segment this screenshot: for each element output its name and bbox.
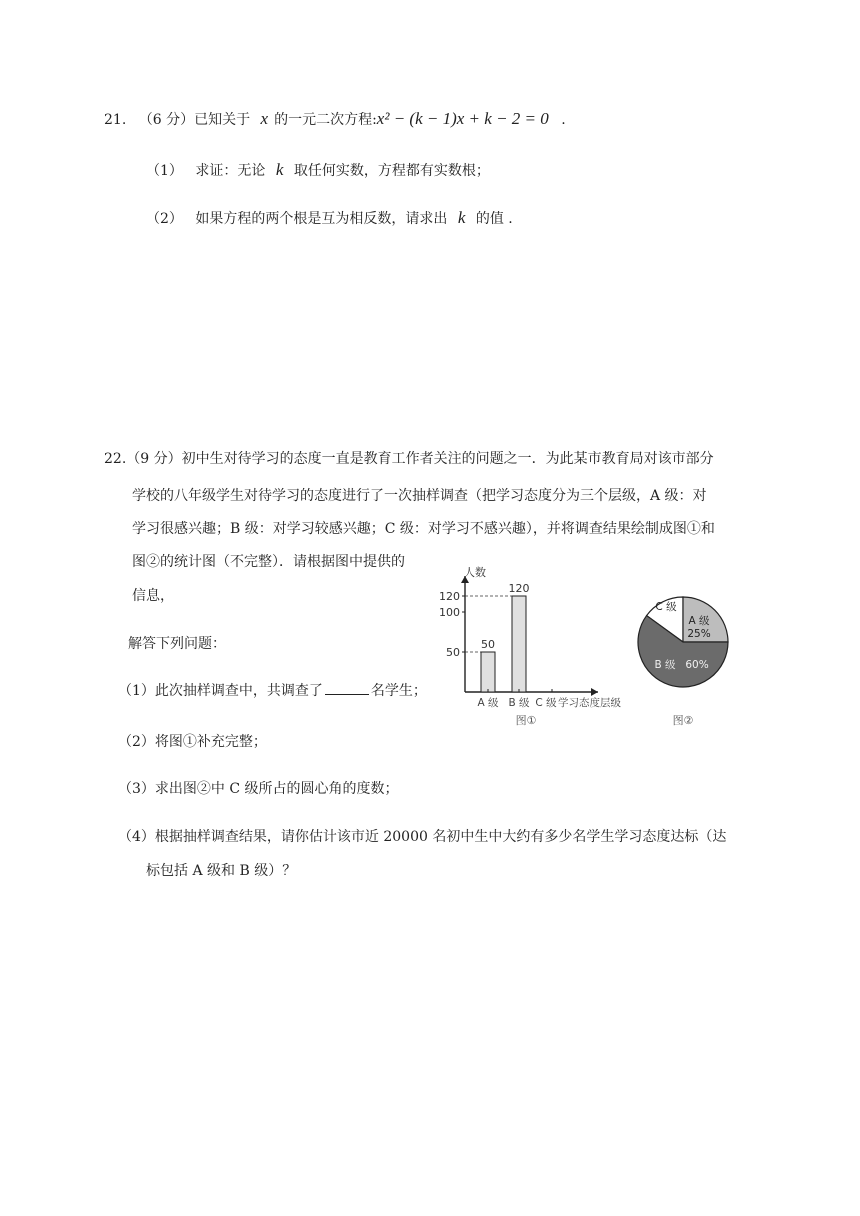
q22-number: 22. (104, 451, 127, 467)
q22-text-line-6: 解答下列问题： (128, 636, 226, 652)
bar (512, 596, 526, 692)
q21-var-x: x (260, 109, 269, 128)
q22-text-line-5: 信息， (132, 588, 174, 604)
q21-part-1-text-after: 取任何实数，方程都有实数根； (293, 163, 490, 179)
q22-question-3 (118, 778, 399, 798)
x-tick-label: C 级 (535, 697, 557, 709)
pie-slice-label: B 级 (654, 659, 676, 671)
q21-intro: 已知关于 (194, 112, 251, 128)
q22-question-1-after: 名学生； (370, 683, 427, 699)
bar (481, 652, 495, 692)
q21-header (104, 109, 566, 129)
q22-question-1-before: 此次抽样调查中，共调查了 (154, 683, 323, 699)
q22-question-4-text: 根据抽样调查结果，请你估计该市近 20000 名初中生中大约有多少名学生学习态度达标（达 (154, 829, 727, 845)
x-axis-arrow (591, 688, 598, 696)
pie-slice-label: 25% (687, 628, 711, 640)
q21-score: （6 分） (138, 112, 195, 128)
q22-text-line-3: 学习很感兴趣；B 级：对学习较感兴趣；C 级：对学习不感兴趣），并将调查结果绘制成图①和 (132, 521, 715, 537)
q22-line-1 (104, 448, 714, 468)
q21-part-1-text-before: 求证：无论 (195, 163, 266, 179)
pie-slice-value: 60% (685, 659, 709, 671)
bar-value-label: 120 (508, 582, 530, 595)
q21-part-1-var: k (275, 160, 284, 179)
q22-text-line-4: 图②的统计图（不完整）．请根据图中提供的 (132, 554, 405, 570)
q21-period: . (561, 112, 566, 128)
q22-text-line-1: 初中生对待学习的态度一直是教育工作者关注的问题之一．为此某市教育局对该市部分 (181, 451, 714, 467)
q22-question-4 (118, 826, 726, 846)
x-tick-label: A 级 (477, 697, 499, 709)
q22-question-2-num: （2） (118, 734, 155, 750)
x-axis-title: 学习态度层级 (558, 697, 621, 709)
pie-chart (630, 574, 740, 729)
q22-question-3-num: （3） (118, 781, 155, 797)
q21-part-2 (146, 208, 513, 228)
figure-caption: 图② (672, 714, 694, 727)
y-tick-label: 50 (446, 646, 460, 659)
q21-part-2-var: k (457, 208, 466, 227)
q21-part-2-text-before: 如果方程的两个根是互为相反数，请求出 (195, 211, 448, 227)
q22-question-3-text: 求出图②中 C 级所占的圆心角的度数； (154, 781, 399, 797)
y-tick-label: 100 (439, 606, 460, 619)
q21-part-2-text-after: 的值 . (475, 211, 513, 227)
pie-slice-label: A 级 (688, 615, 710, 627)
q22-question-4-continued: 标包括 A 级和 B 级）？ (146, 863, 297, 879)
q22-question-2 (118, 731, 267, 751)
y-axis-title: 人数 (464, 566, 486, 579)
q22-question-1-num: （1） (118, 683, 155, 699)
bar-value-label: 50 (481, 638, 495, 651)
q22-question-2-text: 将图①补充完整； (154, 734, 267, 750)
pie-slice-label: C 级 (655, 601, 677, 613)
q21-number: 21. (104, 112, 127, 128)
q22-text-line-2: 学校的八年级学生对待学习的态度进行了一次抽样调查（把学习态度分为三个层级，A 级：对 (132, 488, 707, 504)
q21-intro2: 的一元二次方程: (274, 112, 377, 128)
y-tick-label: 120 (439, 590, 460, 603)
q21-part-1-num: （1） (146, 163, 183, 179)
x-tick-label: B 级 (508, 697, 530, 709)
answer-blank[interactable] (325, 682, 369, 695)
q21-equation: x² − (k − 1)x + k − 2 = 0 (376, 109, 549, 128)
figure-caption: 图① (515, 714, 537, 727)
bar-chart (430, 566, 650, 736)
q21-part-2-num: （2） (146, 211, 183, 227)
q22-score: （9 分） (126, 451, 182, 467)
q22-question-4-num: （4） (118, 829, 155, 845)
q22-question-1 (118, 680, 427, 700)
q21-part-1 (146, 160, 490, 180)
